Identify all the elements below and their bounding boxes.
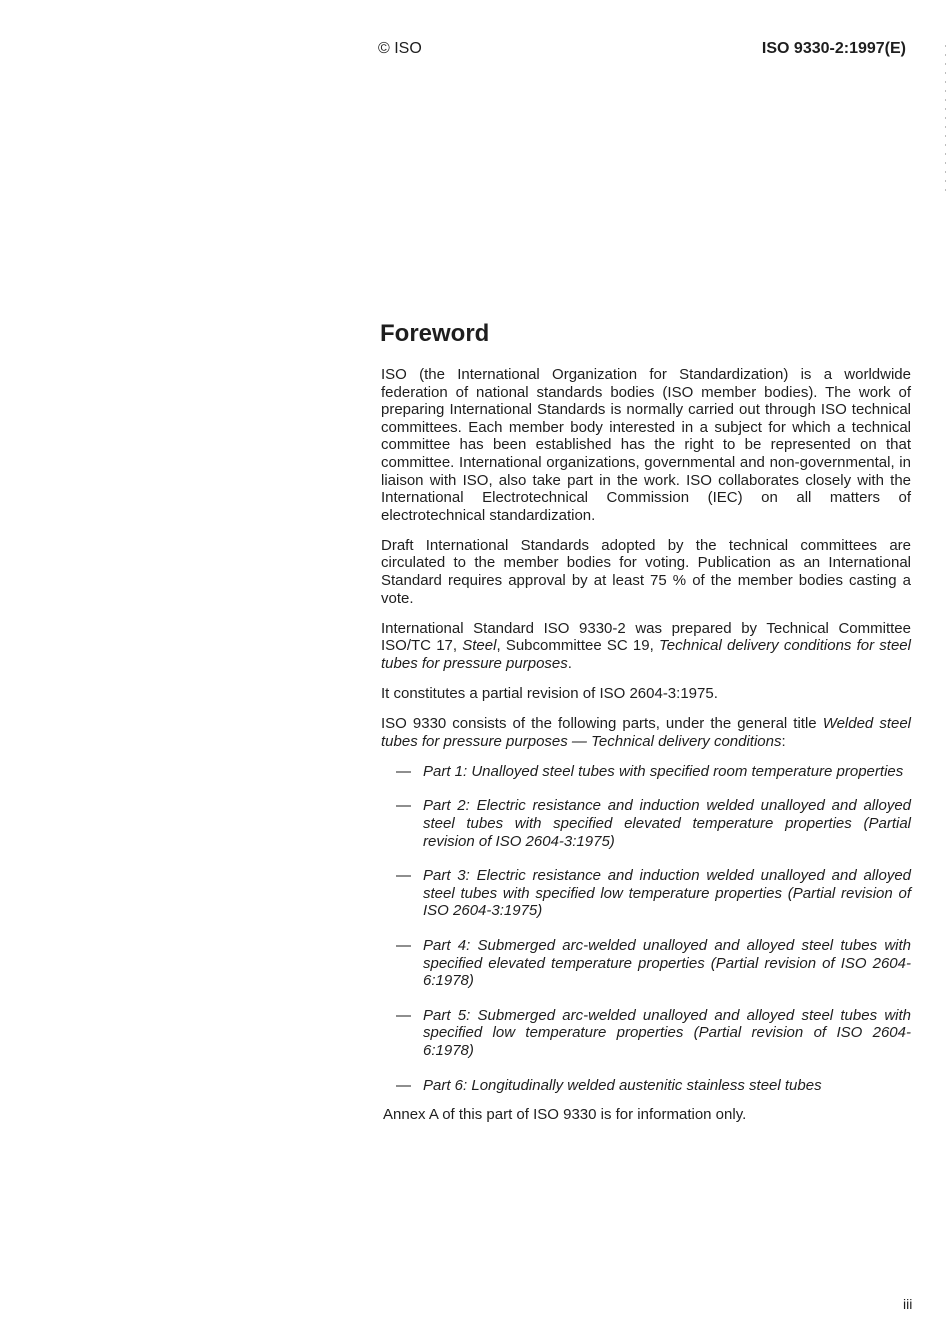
page-title: Foreword <box>380 320 490 347</box>
paragraph-draft-standards: Draft International Standards adopted by the technical committees are circulated to the member bodies for voting. Publication as an International Standard requires approval by at least 75 % of the member bodies casting a vote. <box>381 536 911 607</box>
part-title: Part 2: Electric resistance and induction welded unalloyed and alloyed steel tubes with specified elevated temperature properties (Partial revision of ISO 2604-3:1975) <box>423 797 911 850</box>
paragraph-parts-intro <box>381 715 911 750</box>
parts-intro-colon: : <box>781 732 786 750</box>
dash-bullet: — <box>396 797 411 815</box>
part-title: Part 3: Electric resistance and induction welded unalloyed and alloyed steel tubes with specified low temperature properties (Partial revision of ISO 2604-3:1975) <box>423 867 911 920</box>
paragraph-revision: It constitutes a partial revision of ISO 2604-3:1975. <box>381 685 718 702</box>
prepared-subcommittee-name: Technical delivery conditions for steel tubes for pressure purposes <box>381 637 911 672</box>
paragraph-iso-intro: ISO (the International Organization for Standardization) is a worldwide federation of national standards bodies (ISO member bodies). The work of preparing International Standards is normally carried out through ISO technical committees. Each member body interested in a subject for which a technical committee has been established has the right to be represented on that committee. International organizations, governmental and non-governmental, in liaison with ISO, also take part in the work. ISO collaborates closely with the International Electrotechnical Commission (IEC) on all matters of electrotechnical standardization. <box>381 366 911 524</box>
prepared-committee-name: Steel <box>462 637 497 655</box>
paragraph-prepared-by <box>381 620 911 673</box>
part-title: Part 5: Submerged arc-welded unalloyed and alloyed steel tubes with specified low temperature properties (Partial revision of ISO 2604-6:1978) <box>423 1006 911 1059</box>
part-title: Part 6: Longitudinally welded austenitic stainless steel tubes <box>423 1076 822 1094</box>
list-item <box>381 763 911 781</box>
foreword-body <box>381 366 911 1124</box>
part-title: Part 1: Unalloyed steel tubes with specified room temperature properties <box>423 762 904 780</box>
dash-bullet: — <box>396 1006 411 1024</box>
page-number: iii <box>903 1296 913 1312</box>
list-item <box>381 797 911 850</box>
list-item <box>381 1007 911 1060</box>
annex-note: Annex A of this part of ISO 9330 is for information only. <box>383 1106 747 1124</box>
parts-general-title: Welded steel tubes for pressure purposes — Technical delivery conditions <box>381 715 912 750</box>
dash-bullet: — <box>396 936 411 954</box>
list-item <box>381 1077 911 1095</box>
scan-edge-mark <box>945 45 946 195</box>
list-item <box>381 937 911 990</box>
header-standard-number: ISO 9330-2:1997(E) <box>761 40 906 57</box>
parts-list <box>381 763 911 1094</box>
prepared-text-1: International Standard ISO 9330-2 was prepared by Technical Committee ISO/TC 17, <box>381 619 911 655</box>
dash-bullet: — <box>396 762 411 780</box>
dash-bullet: — <box>396 867 411 885</box>
prepared-text-3: . <box>567 654 572 672</box>
part-title: Part 4: Submerged arc-welded unalloyed and alloyed steel tubes with specified elevated temperature properties (Partial revision of ISO 2604-6:1978) <box>423 936 911 990</box>
list-item <box>381 867 911 920</box>
prepared-text-2: , Subcommittee SC 19, <box>496 637 659 655</box>
parts-intro-text: ISO 9330 consists of the following parts, under the general title <box>381 715 823 733</box>
dash-bullet: — <box>396 1076 411 1094</box>
header-copyright: © ISO <box>378 40 422 57</box>
